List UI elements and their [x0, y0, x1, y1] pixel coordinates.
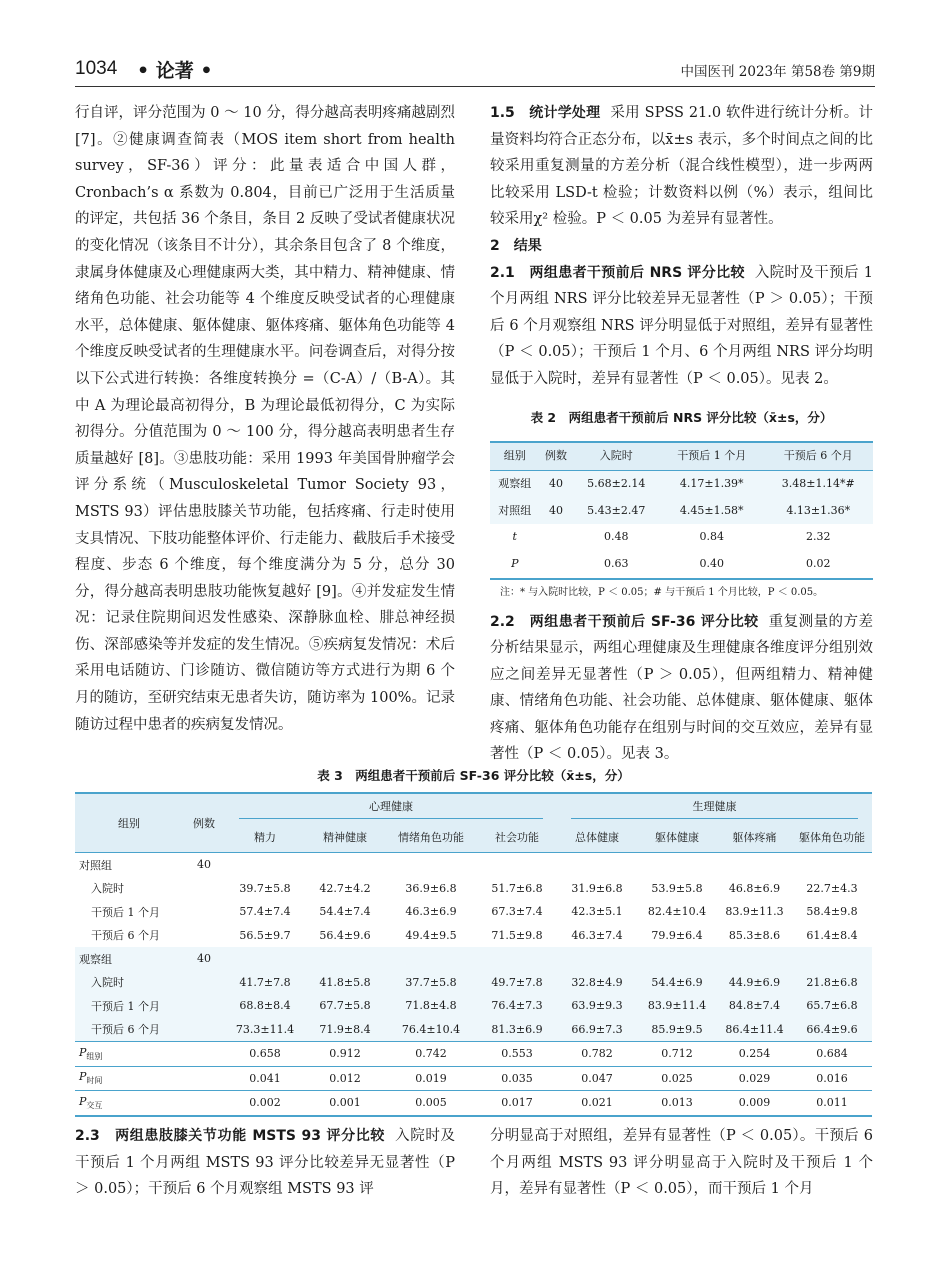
- table-3-header: 例数: [183, 793, 225, 853]
- table-cell: 0.019: [385, 1066, 477, 1091]
- table-row: [75, 994, 872, 1018]
- row-label: 干预后 6 个月: [91, 929, 160, 943]
- group-label-observation: 观察组: [75, 947, 183, 971]
- table-3-group-mental: 心理健康: [225, 793, 557, 822]
- table-2-header: 组别: [490, 442, 540, 471]
- section-1-5-heading: 1.5 统计学处理: [490, 105, 601, 121]
- table-row: [75, 877, 872, 901]
- section-2-3: [75, 1123, 455, 1203]
- table-cell: 0.782: [557, 1042, 637, 1067]
- table-3-header: 总体健康: [557, 822, 637, 853]
- left-column: [75, 100, 455, 738]
- table-3-header: 精神健康: [305, 822, 385, 853]
- table-2-header: 入院时: [573, 442, 660, 471]
- table-cell: 66.4±9.6: [792, 1018, 872, 1042]
- table-cell: [540, 524, 573, 551]
- table-cell: 0.025: [637, 1066, 717, 1091]
- bottom-right-column: [490, 1123, 873, 1203]
- table-cell: 54.4±6.9: [637, 971, 717, 995]
- table-2: [490, 405, 873, 601]
- table-cell: 0.712: [637, 1042, 717, 1067]
- table-3-header: 社会功能: [477, 822, 557, 853]
- page-number: 1034: [75, 58, 118, 79]
- table-2-header: 干预后 6 个月: [764, 442, 874, 471]
- bottom-left-column: [75, 1123, 455, 1203]
- table-cell: 39.7±5.8: [239, 881, 291, 895]
- table-cell: 4.45±1.58*: [660, 498, 764, 525]
- table-cell: 0.017: [477, 1091, 557, 1116]
- table-cell: 40: [540, 471, 573, 498]
- table-3-header: 精力: [225, 822, 305, 853]
- journal-info: 中国医刊 2023年 第58卷 第9期: [680, 64, 875, 80]
- table-3-header: 组别: [75, 793, 183, 853]
- table-cell: 65.7±6.8: [792, 994, 872, 1018]
- row-label: 入院时: [91, 882, 124, 896]
- table-cell: 54.4±7.4: [319, 905, 371, 919]
- table-cell: 86.4±11.4: [717, 1018, 792, 1042]
- table-cell: 41.7±7.8: [225, 971, 305, 995]
- table-cell: 56.4±9.6: [319, 928, 371, 942]
- table-cell: 0.041: [225, 1066, 305, 1091]
- section-2-heading: 2 结果: [490, 237, 542, 254]
- header-rule: [75, 86, 875, 87]
- table-3-group-physical: 生理健康: [557, 793, 872, 822]
- p-label: $P_{交互}$: [75, 1091, 183, 1116]
- section-2-3-continued: 分明显高于对照组，差异有显著性（P ＜ 0.05）。干预后 6 个月两组 MSTS 93 评分明显高于入院时及干预后 1 个月，差异有显著性（P ＜ 0.05），而干预后 1 个月: [490, 1128, 873, 1198]
- right-column: [490, 100, 873, 768]
- table-cell: 56.5±9.7: [239, 928, 291, 942]
- table-cell: 观察组: [490, 471, 540, 498]
- table-cell: 4.17±1.39*: [660, 471, 764, 498]
- table-cell: 0.254: [717, 1042, 792, 1067]
- table-3-header: 躯体角色功能: [792, 822, 872, 853]
- table-cell: 0.016: [792, 1066, 872, 1091]
- table-row: [75, 1091, 872, 1116]
- table-cell: 0.021: [557, 1091, 637, 1116]
- table-cell: 82.4±10.4: [647, 905, 707, 919]
- methods-text: 行自评，评分范围为 0 ～ 10 分，得分越高表明疼痛越剧烈 [7]。②健康调查简表（MOS item short from health survey，SF-36）评分：此量表适合中国人群，Cronbach’s α 系数为 0.804，目前已广泛用于生活质量的评定，共包括 36 个条目，条目 2 反映了受试者健康状况的变化情况（该条目不计分），其余条目包含了 8 个维度，隶属身体健康及心理健康两大类，其中精力、精神健康、情绪角色功能、社会功能等 4 个维度反映受试者的心理健康水平，总体健康、躯体健康、躯体疼痛、躯体角色功能等 4 个维度反映受试者的生理健康水平。问卷调查后，对得分按以下公式进行转换：各维度转换分 =（C-A）/（B-A）。其中 A 为理论最高初得分，B 为理论最低初得分，C 为实际初得分。分值范围为 0 ～ 100 分，得分越高表明患者生存质量越好 [8]。③患肢功能：采用 1993 年美国骨肿瘤学会评分系统（Musculoskeletal Tumor Society 93，MSTS 93）评估患肢膝关节功能，包括疼痛、行走时使用支具情况、下肢功能整体评价、行走能力、截肢后手术接受程度、步态 6 个维度，每个维度满分为 5 分，总分 30 分，得分越高表明患肢功能恢复越好 [9]。④并发症发生情况：记录住院期间迟发性感染、深静脉血栓、腓总神经损伤、深部感染等并发症的发生情况。⑤疾病复发情况：术后采用电话随访、门诊随访、微信随访等方式进行为期 6 个月的随访，至研究结束无患者失访，随访率为 100%。记录随访过程中患者的疾病复发情况。: [75, 105, 455, 733]
- table-3-header: 躯体疼痛: [717, 822, 792, 853]
- page-header: [75, 56, 875, 86]
- table-3: [75, 766, 872, 1117]
- table-cell: 0.84: [699, 530, 724, 544]
- table-cell: 0.001: [305, 1091, 385, 1116]
- table-cell: 0.63: [573, 551, 660, 579]
- section-2-1: [490, 260, 873, 393]
- table-cell: 0.002: [225, 1091, 305, 1116]
- table-cell: 对照组: [490, 498, 540, 525]
- table-3-header: 情绪角色功能: [385, 822, 477, 853]
- table-cell: P: [490, 551, 540, 579]
- table-cell: 0.742: [385, 1042, 477, 1067]
- table-cell: 0.035: [477, 1066, 557, 1091]
- table-cell: [540, 551, 573, 579]
- section-tag: • 论著 •: [137, 60, 213, 82]
- table-cell: 0.48: [603, 530, 629, 544]
- table-row: [75, 1042, 872, 1067]
- table-cell: 66.9±7.3: [557, 1018, 637, 1042]
- section-2: [490, 233, 873, 260]
- p-label: $P_{组别}$: [75, 1042, 183, 1067]
- table-row: [75, 900, 872, 924]
- table-cell: 36.9±6.8: [405, 881, 457, 895]
- table-cell: 0.009: [717, 1091, 792, 1116]
- section-2-2-text: 重复测量的方差分析结果显示，两组心理健康及生理健康各维度评分组别效应之间差异无显著性（P ＞ 0.05），但两组精力、精神健康、情绪角色功能、社会功能、总体健康、躯体健康、躯体疼痛、躯体角色功能存在组别与时间的交互效应，差异有显著性（P ＜ 0.05）。见表 3。: [490, 613, 874, 763]
- table-2-header: 干预后 1 个月: [660, 442, 764, 471]
- table-cell: 84.8±7.4: [717, 994, 792, 1018]
- section-1-5: [490, 100, 873, 233]
- table-cell: 2.32: [806, 530, 831, 544]
- table-cell: 21.8±6.8: [792, 971, 872, 995]
- table-cell: 61.4±8.4: [806, 928, 858, 942]
- table-cell: 40: [540, 498, 573, 525]
- group-label-control: 对照组: [79, 858, 112, 872]
- table-cell: 42.3±5.1: [571, 905, 623, 919]
- table-cell: 42.7±4.2: [319, 881, 371, 895]
- table-cell: 0.553: [477, 1042, 557, 1067]
- section-2-3-text: 入院时及干预后 1 个月两组 MSTS 93 评分比较差异无显著性（P ＞ 0.05）；干预后 6 个月观察组 MSTS 93 评: [75, 1128, 455, 1198]
- table-row: [75, 853, 872, 877]
- table-cell: 83.9±11.3: [725, 905, 784, 919]
- table-row: [490, 524, 873, 551]
- table-cell: 76.4±10.4: [385, 1018, 477, 1042]
- table-row: [75, 1066, 872, 1091]
- table-cell: 31.9±6.8: [571, 881, 623, 895]
- section-1-5-text: 采用 SPSS 21.0 软件进行统计分析。计量资料均符合正态分布，以x̄±s 表示，多个时间点之间的比较采用重复测量的方差分析（混合线性模型），进一步两两比较采用 LSD-t 检验；计数资料以例（%）表示，组间比较采用χ² 检验。P ＜ 0.05 为差异有显著性。: [490, 105, 873, 228]
- table-cell: 46.3±7.4: [571, 928, 623, 942]
- table-cell: 44.9±6.9: [717, 971, 792, 995]
- table-cell: 71.9±8.4: [305, 1018, 385, 1042]
- table-3-header: 躯体健康: [637, 822, 717, 853]
- table-row: [490, 471, 873, 498]
- table-cell: 0.912: [305, 1042, 385, 1067]
- section-2-3-heading: 2.3 两组患肢膝关节功能 MSTS 93 评分比较: [75, 1128, 386, 1144]
- table-cell: 67.7±5.8: [305, 994, 385, 1018]
- table-2-header-row: [490, 442, 873, 471]
- table-row: [75, 947, 872, 971]
- table-row: [490, 498, 873, 525]
- table-2-note: 注：* 与入院时比较，P ＜ 0.05；# 与干预后 1 个月比较，P ＜ 0.05。: [500, 586, 824, 598]
- table-cell: 0.013: [637, 1091, 717, 1116]
- table-cell: 46.3±6.9: [405, 905, 457, 919]
- table-cell: 81.3±6.9: [477, 1018, 557, 1042]
- table-cell: 57.4±7.4: [239, 905, 291, 919]
- table-cell: 76.4±7.3: [477, 994, 557, 1018]
- row-label: 干预后 1 个月: [75, 994, 183, 1018]
- table-cell: 22.7±4.3: [806, 881, 858, 895]
- table-cell: 49.7±7.8: [477, 971, 557, 995]
- row-label: 干预后 6 个月: [75, 1018, 183, 1042]
- table-cell: 0.012: [305, 1066, 385, 1091]
- table-row: [75, 971, 872, 995]
- table-3-grid: [75, 792, 872, 1117]
- table-cell: 0.047: [557, 1066, 637, 1091]
- group-n: 40: [197, 858, 211, 872]
- table-cell: t: [512, 530, 517, 544]
- table-row: [75, 924, 872, 948]
- table-2-grid: [490, 441, 873, 579]
- table-cell: 3.48±1.14*#: [764, 471, 874, 498]
- table-cell: 67.3±7.4: [491, 905, 543, 919]
- table-cell: 41.8±5.8: [305, 971, 385, 995]
- table-cell: 79.9±6.4: [651, 928, 703, 942]
- table-cell: 58.4±9.8: [806, 905, 858, 919]
- table-cell: 0.029: [717, 1066, 792, 1091]
- section-2-2-heading: 2.2 两组患者干预前后 SF-36 评分比较: [490, 613, 759, 630]
- table-cell: 85.3±8.6: [728, 928, 781, 942]
- table-cell: 46.8±6.9: [728, 881, 781, 895]
- table-cell: 5.43±2.47: [573, 498, 660, 525]
- table-cell: 0.011: [792, 1091, 872, 1116]
- table-cell: 0.40: [660, 551, 764, 579]
- section-2-2: [490, 609, 873, 769]
- table-cell: 0.684: [792, 1042, 872, 1067]
- table-cell: 37.7±5.8: [385, 971, 477, 995]
- table-2-caption: 表 2 两组患者干预前后 NRS 评分比较（x̄±s，分）: [530, 409, 833, 425]
- table-cell: 49.4±9.5: [405, 928, 457, 942]
- table-cell: 71.8±4.8: [385, 994, 477, 1018]
- table-cell: 0.02: [764, 551, 874, 579]
- table-cell: 51.7±6.8: [491, 881, 543, 895]
- table-cell: 53.9±5.8: [651, 881, 703, 895]
- table-row: [75, 1018, 872, 1042]
- table-cell: 0.658: [225, 1042, 305, 1067]
- table-cell: 63.9±9.3: [557, 994, 637, 1018]
- section-2-1-heading: 2.1 两组患者干预前后 NRS 评分比较: [490, 264, 745, 281]
- table-3-caption: 表 3 两组患者干预前后 SF-36 评分比较（x̄±s，分）: [317, 768, 630, 783]
- table-cell: 4.13±1.36*: [764, 498, 874, 525]
- table-2-header: 例数: [540, 442, 573, 471]
- table-cell: 71.5±9.8: [491, 928, 543, 942]
- table-cell: 5.68±2.14: [573, 471, 660, 498]
- p-label: $P_{时间}$: [75, 1066, 183, 1091]
- table-cell: 68.8±8.4: [225, 994, 305, 1018]
- table-cell: 85.9±9.5: [637, 1018, 717, 1042]
- table-cell: 0.005: [385, 1091, 477, 1116]
- group-n: 40: [183, 947, 225, 971]
- table-cell: 32.8±4.9: [557, 971, 637, 995]
- row-label: 干预后 1 个月: [91, 905, 160, 919]
- table-cell: 73.3±11.4: [225, 1018, 305, 1042]
- table-3-header-row: [75, 793, 872, 822]
- table-cell: 83.9±11.4: [637, 994, 717, 1018]
- section-2-1-text: 入院时及干预后 1 个月两组 NRS 评分比较差异无显著性（P ＞ 0.05）；干预后 6 个月观察组 NRS 评分明显低于对照组，差异有显著性（P ＜ 0.05）；干预后 1 个月、6 个月两组 NRS 评分均明显低于入院时，差异有显著性（P ＜ 0.05）。见表 2。: [490, 264, 873, 387]
- table-row: [490, 551, 873, 579]
- row-label: 入院时: [75, 971, 183, 995]
